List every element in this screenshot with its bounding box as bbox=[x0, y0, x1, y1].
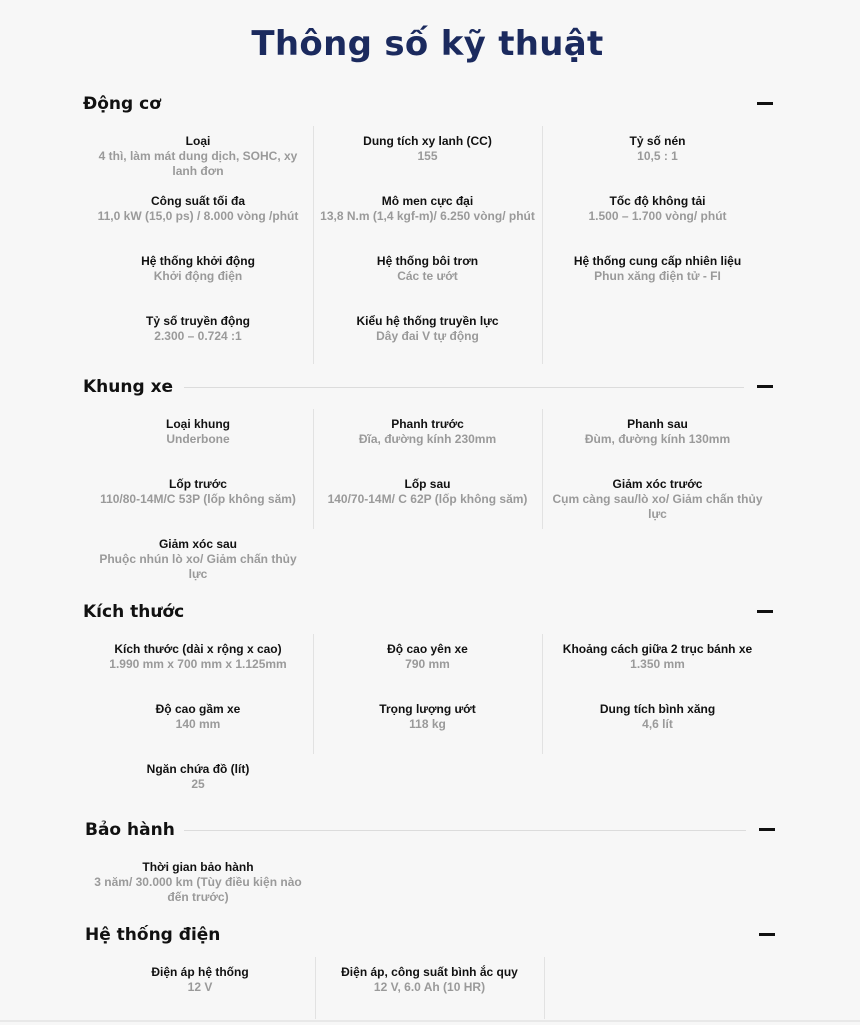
spec-item bbox=[313, 702, 542, 762]
section-title: Kích thước bbox=[83, 602, 185, 622]
spec-item bbox=[313, 477, 542, 537]
spec-value: 12 V bbox=[187, 980, 213, 994]
page-title: Thông số kỹ thuật bbox=[251, 24, 604, 64]
spec-value: 11,0 kW (15,0 ps) / 8.000 vòng /phút bbox=[97, 209, 299, 223]
spec-label: Mô men cực đại bbox=[381, 194, 474, 208]
spec-value: 13,8 N.m (1,4 kgf-m)/ 6.250 vòng/ phút bbox=[320, 209, 535, 223]
spec-item bbox=[313, 134, 542, 194]
section-title: Khung xe bbox=[83, 377, 174, 397]
spec-item bbox=[83, 314, 313, 374]
spec-item bbox=[85, 965, 315, 1025]
spec-value: 1.350 mm bbox=[630, 657, 685, 671]
spec-label: Hệ thống cung cấp nhiên liệu bbox=[573, 254, 742, 268]
spec-item bbox=[313, 642, 542, 702]
collapse-button[interactable] bbox=[757, 609, 773, 615]
spec-label: Độ cao gầm xe bbox=[155, 702, 241, 716]
spec-item bbox=[542, 194, 773, 254]
spec-label: Kiểu hệ thống truyền lực bbox=[356, 314, 499, 328]
spec-item bbox=[313, 254, 542, 314]
spec-value: 4,6 lít bbox=[642, 717, 673, 731]
spec-label: Ngăn chứa đồ (lít) bbox=[146, 762, 250, 776]
spec-value: Underbone bbox=[166, 432, 230, 446]
section-dimensions bbox=[83, 600, 776, 791]
spec-item bbox=[83, 134, 313, 194]
collapse-button[interactable] bbox=[757, 101, 773, 107]
spec-label: Công suất tối đa bbox=[151, 194, 245, 208]
spec-value: Khởi động điện bbox=[153, 269, 243, 283]
spec-label: Giảm xóc trước bbox=[612, 477, 703, 491]
spec-value: Đùm, đường kính 130mm bbox=[584, 432, 731, 446]
section-header[interactable] bbox=[85, 923, 778, 947]
collapse-button[interactable] bbox=[759, 827, 775, 833]
spec-item bbox=[542, 642, 773, 702]
spec-item bbox=[542, 417, 773, 477]
spec-value: Các te ướt bbox=[397, 269, 458, 283]
spec-label: Điện áp hệ thống bbox=[151, 965, 249, 979]
section-title: Hệ thống điện bbox=[85, 925, 221, 945]
spec-label: Hệ thống khởi động bbox=[141, 254, 255, 268]
spec-item bbox=[542, 477, 773, 537]
spec-item bbox=[313, 417, 542, 477]
spec-value: 1.500 – 1.700 vòng/ phút bbox=[588, 209, 727, 223]
spec-label: Độ cao yên xe bbox=[387, 642, 468, 656]
section-divider bbox=[184, 830, 746, 831]
spec-value: 790 mm bbox=[405, 657, 450, 671]
spec-value: 2.300 – 0.724 :1 bbox=[154, 329, 242, 343]
spec-label: Phanh sau bbox=[627, 417, 688, 431]
minus-icon bbox=[759, 933, 775, 936]
spec-item bbox=[313, 194, 542, 254]
spec-label: Trọng lượng ướt bbox=[379, 702, 476, 716]
spec-label: Lốp sau bbox=[404, 477, 451, 491]
spec-item bbox=[83, 762, 313, 822]
spec-label: Lốp trước bbox=[169, 477, 227, 491]
spec-value: 12 V, 6.0 Ah (10 HR) bbox=[373, 980, 486, 994]
spec-item bbox=[542, 254, 773, 314]
section-frame bbox=[83, 375, 776, 581]
spec-value: Dây đai V tự động bbox=[376, 329, 479, 343]
spec-label: Giảm xóc sau bbox=[158, 537, 238, 551]
minus-icon bbox=[757, 610, 773, 613]
spec-item bbox=[313, 314, 542, 374]
spec-value: 4 thì, làm mát dung dịch, SOHC, xy lanh đơn bbox=[98, 149, 298, 178]
spec-value: 1.990 mm x 700 mm x 1.125mm bbox=[109, 657, 287, 671]
section-title: Động cơ bbox=[83, 94, 161, 114]
spec-item bbox=[315, 965, 544, 1025]
spec-label: Loại khung bbox=[166, 417, 230, 431]
spec-item bbox=[83, 417, 313, 477]
section-engine bbox=[83, 92, 776, 343]
spec-label: Điện áp, công suất bình ắc quy bbox=[341, 965, 518, 979]
spec-label: Kích thước (dài x rộng x cao) bbox=[114, 642, 282, 656]
spec-item bbox=[83, 642, 313, 702]
spec-label: Tốc độ không tải bbox=[609, 194, 706, 208]
section-header[interactable] bbox=[83, 600, 776, 624]
spec-label: Hệ thống bôi trơn bbox=[376, 254, 479, 268]
section-header[interactable] bbox=[83, 375, 776, 399]
spec-label: Khoảng cách giữa 2 trục bánh xe bbox=[562, 642, 753, 656]
spec-label: Thời gian bảo hành bbox=[142, 860, 254, 874]
section-header[interactable] bbox=[83, 92, 776, 116]
spec-label: Loại bbox=[185, 134, 211, 148]
section-header[interactable] bbox=[85, 818, 778, 842]
spec-label: Tỷ số nén bbox=[629, 134, 686, 148]
spec-value: Đĩa, đường kính 230mm bbox=[358, 432, 497, 446]
spec-value: 110/80-14M/C 53P (lốp không săm) bbox=[100, 492, 296, 506]
spec-value: Phuộc nhún lò xo/ Giảm chấn thủy lực bbox=[99, 552, 297, 581]
spec-value: Phun xăng điện tử - FI bbox=[594, 269, 721, 283]
spec-value: 25 bbox=[191, 777, 205, 791]
spec-value: 140/70-14M/ C 62P (lốp không săm) bbox=[327, 492, 528, 506]
spec-item bbox=[83, 702, 313, 762]
collapse-button[interactable] bbox=[757, 384, 773, 390]
section-warranty bbox=[85, 818, 778, 904]
spec-item bbox=[83, 860, 313, 920]
spec-label: Tỷ số truyền động bbox=[145, 314, 250, 328]
minus-icon bbox=[757, 102, 773, 105]
spec-item bbox=[83, 194, 313, 254]
section-divider bbox=[184, 387, 744, 388]
spec-label: Dung tích bình xăng bbox=[599, 702, 716, 716]
minus-icon bbox=[759, 828, 775, 831]
spec-item bbox=[542, 134, 773, 194]
spec-label: Dung tích xy lanh (CC) bbox=[363, 134, 492, 148]
collapse-button[interactable] bbox=[759, 932, 775, 938]
section-title: Bảo hành bbox=[85, 820, 175, 840]
spec-value: Cụm càng sau/lò xo/ Giảm chấn thủy lực bbox=[552, 492, 763, 521]
spec-value: 118 kg bbox=[409, 717, 446, 731]
spec-value: 155 bbox=[417, 149, 438, 163]
spec-item bbox=[83, 254, 313, 314]
spec-item bbox=[542, 702, 773, 762]
spec-value: 3 năm/ 30.000 km (Tùy điều kiện nào đến trước) bbox=[94, 875, 302, 904]
spec-item bbox=[83, 537, 313, 597]
spec-value: 10,5 : 1 bbox=[637, 149, 678, 163]
minus-icon bbox=[757, 385, 773, 388]
section-electrical bbox=[85, 923, 778, 994]
spec-item bbox=[83, 477, 313, 537]
spec-label: Phanh trước bbox=[391, 417, 464, 431]
spec-value: 140 mm bbox=[175, 717, 221, 731]
